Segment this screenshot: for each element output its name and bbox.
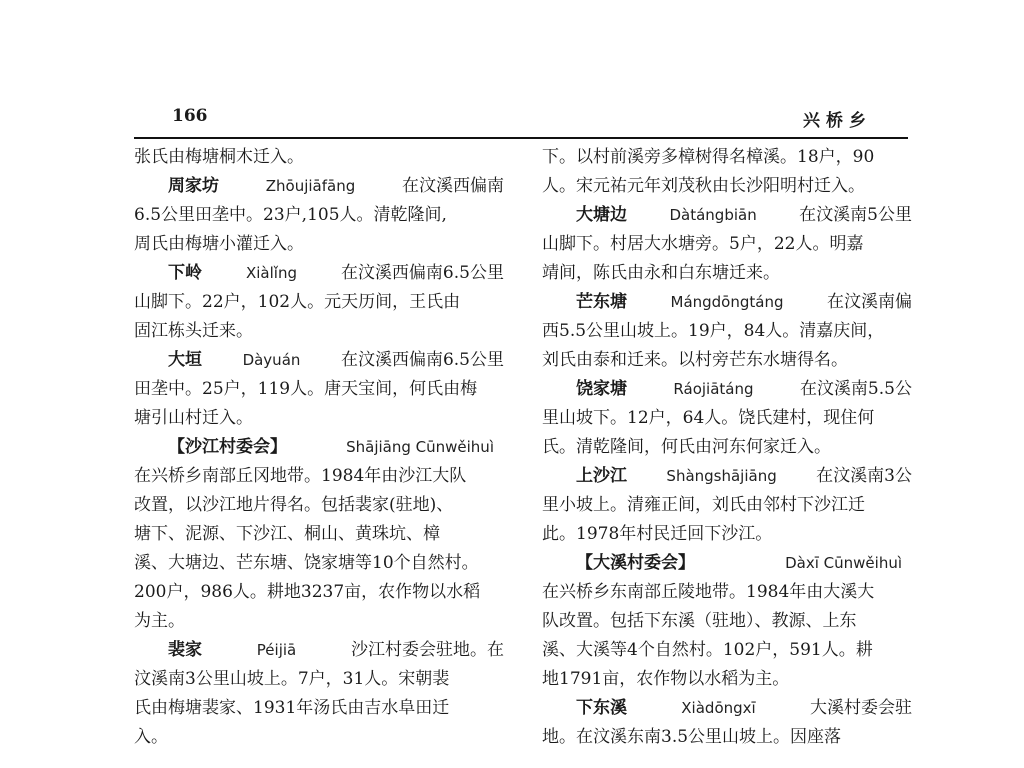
- text-line: [542, 201, 912, 230]
- text-line: [542, 346, 912, 375]
- entry-pinyin: Dàxī Cūnwěihuì: [785, 554, 902, 572]
- text-line: [134, 607, 504, 636]
- entry-term: 下东溪: [576, 698, 627, 718]
- text-line: [134, 723, 504, 752]
- text-line: [542, 433, 912, 462]
- line-text: 田垄中。25户，119人。唐天宝间，何氏由梅: [134, 379, 478, 399]
- line-text: 改置，以沙江地片得名。包括裴家(驻地)、: [134, 495, 454, 515]
- entry-pinyin: Shājiāng Cūnwěihuì: [346, 438, 494, 456]
- line-text: 在汶溪南3公: [816, 466, 912, 486]
- left-column: [134, 143, 504, 752]
- text-line: [134, 317, 504, 346]
- text-line: [134, 201, 504, 230]
- line-text: 西5.5公里山坡上。19户，84人。清嘉庆间，: [542, 321, 885, 341]
- text-line: [542, 491, 912, 520]
- line-text: 在汶溪西偏南6.5公里: [340, 263, 504, 283]
- entry-term: 芒东塘: [576, 292, 627, 312]
- line-text: 氏由梅塘裴家、1931年汤氏由吉水阜田迁: [134, 698, 450, 718]
- text-line: [134, 665, 504, 694]
- entry-pinyin: Dàtángbiān: [669, 206, 757, 224]
- header-rule: [134, 137, 908, 139]
- text-line: [134, 346, 504, 375]
- line-text: 在汶溪南5公里: [799, 205, 912, 225]
- line-text: 在兴桥乡东南部丘陵地带。1984年由大溪大: [542, 582, 875, 602]
- line-text: 氏。清乾隆间，何氏由河东何家迁入。: [542, 437, 831, 457]
- entry-pinyin: Mángdōngtáng: [670, 293, 784, 311]
- line-text: 里小坡上。清雍正间，刘氏由邻村下沙江迁: [542, 495, 865, 515]
- text-line: [134, 230, 504, 259]
- line-text: 此。1978年村民迁回下沙江。: [542, 524, 773, 544]
- line-text: 在汶溪西偏南: [402, 176, 504, 196]
- line-text: 人。宋元祐元年刘茂秋由长沙阳明村迁入。: [542, 176, 865, 196]
- text-line: [542, 665, 912, 694]
- text-line: [542, 694, 912, 723]
- section-heading: 【大溪村委会】: [576, 553, 695, 573]
- entry-term: 大塘边: [576, 205, 627, 225]
- text-line: [542, 520, 912, 549]
- text-line: [542, 143, 912, 172]
- text-line: [542, 549, 912, 578]
- line-text: 大溪村委会驻: [809, 698, 912, 718]
- line-text: 沙江村委会驻地。在: [351, 640, 504, 660]
- line-text: 200户，986人。耕地3237亩，农作物以水稻: [134, 582, 481, 602]
- entry-pinyin: Péijiā: [256, 641, 297, 659]
- entry-term: 上沙江: [576, 466, 627, 486]
- line-text: 周氏由梅塘小灌迁入。: [134, 234, 304, 254]
- text-line: [134, 172, 504, 201]
- line-text: 塘下、泥源、下沙江、桐山、黄珠坑、樟: [134, 524, 440, 544]
- text-line: [134, 143, 504, 172]
- text-line: [134, 433, 504, 462]
- entry-pinyin: Shàngshājiāng: [666, 467, 777, 485]
- text-line: [134, 694, 504, 723]
- text-line: [542, 172, 912, 201]
- text-line: [134, 375, 504, 404]
- line-text: 山脚下。22户，102人。元天历间，王氏由: [134, 292, 461, 312]
- entry-pinyin: Ráojiātáng: [673, 380, 754, 398]
- text-line: [134, 549, 504, 578]
- entry-term: 周家坊: [168, 176, 219, 196]
- entry-term: 下岭: [168, 263, 202, 283]
- line-text: 在兴桥乡南部丘冈地带。1984年由沙江大队: [134, 466, 467, 486]
- entry-term: 大垣: [168, 350, 202, 370]
- line-text: 刘氏由泰和迁来。以村旁芒东水塘得名。: [542, 350, 848, 370]
- line-text: 地1791亩，农作物以水稻为主。: [542, 669, 790, 689]
- running-head: 兴桥乡: [803, 111, 872, 131]
- text-line: [542, 259, 912, 288]
- line-text: 在汶溪南5.5公: [799, 379, 912, 399]
- text-line: [542, 317, 912, 346]
- line-text: 塘引山村迁入。: [134, 408, 253, 428]
- text-line: [134, 288, 504, 317]
- line-text: 在汶溪南偏: [827, 292, 912, 312]
- right-column: [542, 143, 912, 752]
- line-text: 溪、大溪等4个自然村。102户，591人。耕: [542, 640, 873, 660]
- text-line: [542, 230, 912, 259]
- line-text: 队改置。包括下东溪（驻地）、教源、上东: [542, 611, 857, 631]
- line-text: 张氏由梅塘桐木迁入。: [134, 147, 304, 167]
- text-line: [134, 520, 504, 549]
- line-text: 入。: [134, 727, 168, 747]
- text-line: [134, 462, 504, 491]
- line-text: 固江栋头迁来。: [134, 321, 253, 341]
- entry-pinyin: Xiàdōngxī: [681, 699, 756, 717]
- line-text: 汶溪南3公里山坡上。7户，31人。宋朝裴: [134, 669, 450, 689]
- entry-pinyin: Xiàlǐng: [245, 264, 297, 282]
- text-line: [134, 491, 504, 520]
- text-line: [542, 404, 912, 433]
- page-number: 166: [172, 106, 208, 126]
- line-text: 山脚下。村居大水塘旁。5户，22人。明嘉: [542, 234, 864, 254]
- text-line: [542, 288, 912, 317]
- text-line: [542, 375, 912, 404]
- line-text: 地。在汶溪东南3.5公里山坡上。因座落: [542, 727, 842, 747]
- line-text: 为主。: [134, 611, 185, 631]
- line-text: 下。以村前溪旁多樟树得名樟溪。18户，90: [542, 147, 875, 167]
- entry-term: 裴家: [168, 640, 202, 660]
- line-text: 靖间，陈氏由永和白东塘迁来。: [542, 263, 780, 283]
- text-line: [134, 259, 504, 288]
- line-text: 在汶溪西偏南6.5公里: [340, 350, 504, 370]
- text-line: [542, 462, 912, 491]
- line-text: 6.5公里田垄中。23户,105人。清乾隆间,: [134, 205, 447, 225]
- text-line: [542, 578, 912, 607]
- text-line: [542, 607, 912, 636]
- line-text: 里山坡下。12户，64人。饶氏建村，现住何: [542, 408, 875, 428]
- text-line: [134, 636, 504, 665]
- line-text: 溪、大塘边、芒东塘、饶家塘等10个自然村。: [134, 553, 479, 573]
- text-line: [542, 636, 912, 665]
- entry-pinyin: Zhōujiāfāng: [265, 177, 356, 195]
- text-line: [134, 404, 504, 433]
- text-line: [542, 723, 912, 752]
- entry-pinyin: Dàyuán: [242, 351, 301, 369]
- entry-term: 饶家塘: [576, 379, 627, 399]
- text-line: [134, 578, 504, 607]
- section-heading: 【沙江村委会】: [168, 437, 287, 457]
